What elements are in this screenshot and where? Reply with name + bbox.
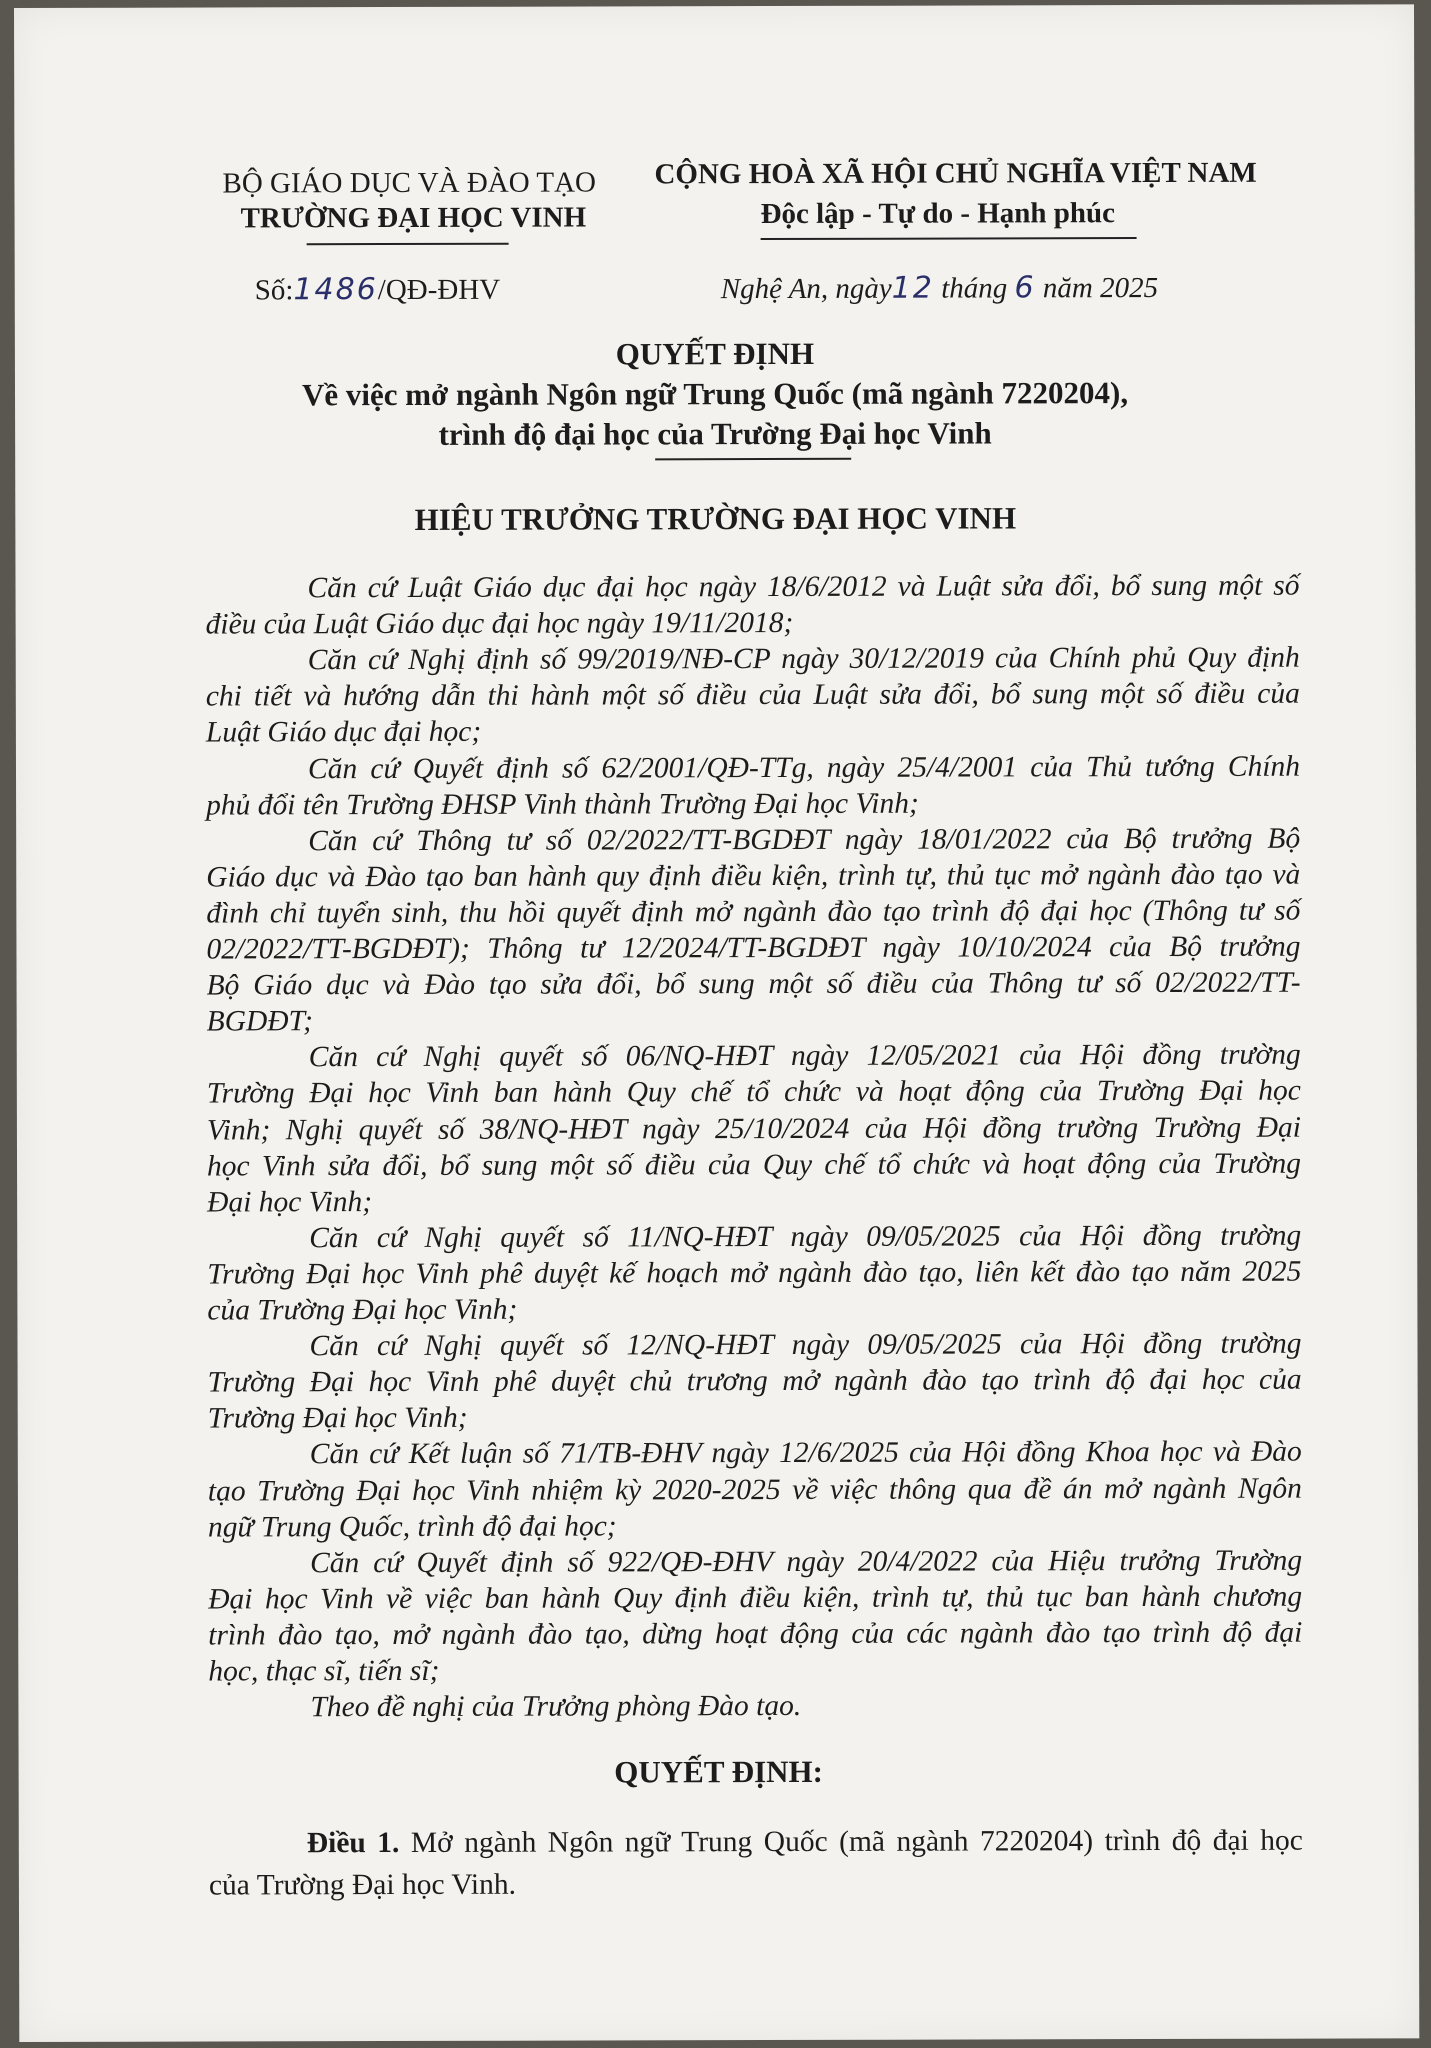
preamble-line: ngữ Trung Quốc, trình độ đại học; (207, 1510, 617, 1544)
preamble-line: Trường Đại học Vinh ban hành Quy chế tổ chức và hoạt động của Trường Đại học (206, 1075, 1301, 1110)
article-1-text: Mở ngành Ngôn ngữ Trung Quốc (mã ngành 7220204) trình độ đại học (410, 1824, 1303, 1859)
preamble-line: Căn cứ Luật Giáo dục đại học ngày 18/6/2012 và Luật sửa đổi, bổ sung một số (307, 569, 1300, 605)
preamble-line: đình chỉ tuyển sinh, thu hồi quyết định mở ngành đào tạo trình độ đại học (Thông tư số (206, 894, 1301, 930)
preamble-line: Trường Đại học Vinh phê duyệt kế hoạch mở ngành đào tạo, liên kết đào tạo năm 2025 (207, 1255, 1302, 1291)
document-page (14, 4, 1419, 2042)
number-suffix: /QĐ-ĐHV (377, 273, 501, 307)
preamble-line: Vinh; Nghị quyết số 38/NQ-HĐT ngày 25/10/2024 của Hội đồng trường Trường Đại (206, 1111, 1301, 1146)
preamble-line: Theo đề nghị của Trưởng phòng Đào tạo. (310, 1690, 802, 1724)
date-month-label: tháng (941, 272, 1008, 305)
preamble-line: Căn cứ Nghị quyết số 06/NQ-HĐT ngày 12/05/2021 của Hội đồng trường (308, 1038, 1301, 1074)
preamble-line: Đại học Vinh; (207, 1185, 373, 1219)
preamble-line: Đại học Vinh về việc ban hành Quy định điều kiện, trình tự, thủ tục ban hành chương (208, 1580, 1303, 1616)
preamble-line: Trường Đại học Vinh phê duyệt chủ trương mở ngành đào tạo trình độ đại học của (207, 1363, 1302, 1399)
preamble-line: Trường Đại học Vinh; (207, 1402, 468, 1435)
motto: Độc lập - Tự do - Hạnh phúc (760, 197, 1116, 231)
preamble-line: Căn cứ Nghị định số 99/2019/NĐ-CP ngày 30/12/2019 của Chính phủ Quy định (307, 641, 1300, 677)
preamble-line: Căn cứ Quyết định số 62/2001/QĐ-TTg, ngày 25/4/2001 của Thủ tướng Chính (307, 750, 1301, 785)
preamble-line: Căn cứ Kết luận số 71/TB-ĐHV ngày 12/6/2025 của Hội đồng Khoa học và Đào (309, 1436, 1302, 1471)
decision-number (255, 272, 501, 308)
preamble-line: Căn cứ Quyết định số 922/QĐ-ĐHV ngày 20/4/2022 của Hiệu trưởng Trường (310, 1544, 1303, 1579)
preamble-line: Căn cứ Nghị quyết số 11/NQ-HĐT ngày 09/05/2025 của Hội đồng trường (309, 1219, 1302, 1255)
article-1-label: Điều 1. (306, 1826, 400, 1860)
preamble-line: Căn cứ Nghị quyết số 12/NQ-HĐT ngày 09/05/2025 của Hội đồng trường (309, 1327, 1302, 1363)
preamble-line: BGDĐT; (206, 1005, 313, 1038)
preamble-line: 02/2022/TT-BGDĐT); Thông tư 12/2024/TT-BGDĐT ngày 10/10/2024 của Bộ trưởng (206, 930, 1301, 966)
preamble-line: Giáo dục và Đào tạo ban hành quy định điều kiện, trình tự, thủ tục mở ngành đào tạo và (206, 858, 1301, 894)
date-year: năm 2025 (1042, 272, 1159, 305)
preamble-line: học Vinh sửa đổi, bổ sung một số điều của Quy chế tổ chức và hoạt động của Trường (206, 1147, 1302, 1183)
number-handwritten: 1486 (293, 272, 378, 308)
subject-line-2: trình độ đại học của Trường Đại học Vinh (438, 415, 992, 452)
university-underline (307, 243, 509, 246)
subject-underline (655, 458, 851, 461)
preamble-line: Bộ Giáo dục và Đào tạo sửa đổi, bổ sung một số điều của Thông tư số 02/2022/TT- (206, 966, 1301, 1002)
authority-title: HIỆU TRƯỞNG TRƯỜNG ĐẠI HỌC VINH (414, 500, 1017, 537)
date-month: 6 (1014, 270, 1036, 306)
date-prefix: Nghệ An, ngày (720, 272, 892, 306)
preamble-line: Căn cứ Thông tư số 02/2022/TT-BGDĐT ngày 18/01/2022 của Bộ trưởng Bộ (308, 822, 1301, 857)
university-name: TRƯỜNG ĐẠI HỌC VINH (240, 201, 587, 235)
preamble-line: học, thạc sĩ, tiến sĩ; (208, 1654, 440, 1688)
decision-heading: QUYẾT ĐỊNH: (614, 1753, 824, 1790)
number-prefix: Số: (254, 274, 294, 307)
preamble-line: của Trường Đại học Vinh; (207, 1293, 518, 1327)
preamble-line: phủ đổi tên Trường ĐHSP Vinh thành Trường Đại học Vinh; (206, 787, 919, 822)
document-heading: QUYẾT ĐỊNH (615, 335, 815, 372)
preamble-line: tạo Trường Đại học Vinh nhiệm kỳ 2020-2025 về việc thông qua đề án mở ngành Ngôn (207, 1472, 1302, 1507)
article-1-line-2: của Trường Đại học Vinh. (208, 1868, 517, 1902)
article-1-line-1 (307, 1825, 1303, 1861)
preamble-line: Luật Giáo dục đại học; (205, 716, 482, 749)
date-day: 12 (891, 270, 935, 306)
preamble-line: chi tiết và hướng dẫn thi hành một số điều của Luật sửa đổi, bổ sung một số điều của (205, 677, 1300, 713)
ministry-name: BỘ GIÁO DỤC VÀ ĐÀO TẠO (222, 166, 597, 200)
decision-date (721, 270, 1158, 306)
preamble-line: điều của Luật Giáo dục đại học ngày 19/11/2018; (205, 607, 794, 641)
preamble-line: trình đào tạo, mở ngành đào tạo, dừng hoạt động của các ngành đào tạo trình độ đại (208, 1616, 1303, 1652)
country-name: CỘNG HOÀ XÃ HỘI CHỦ NGHĨA VIỆT NAM (654, 156, 1257, 191)
subject-line-1: Về việc mở ngành Ngôn ngữ Trung Quốc (mã ngành 7220204), (301, 375, 1129, 413)
motto-underline (761, 237, 1137, 240)
